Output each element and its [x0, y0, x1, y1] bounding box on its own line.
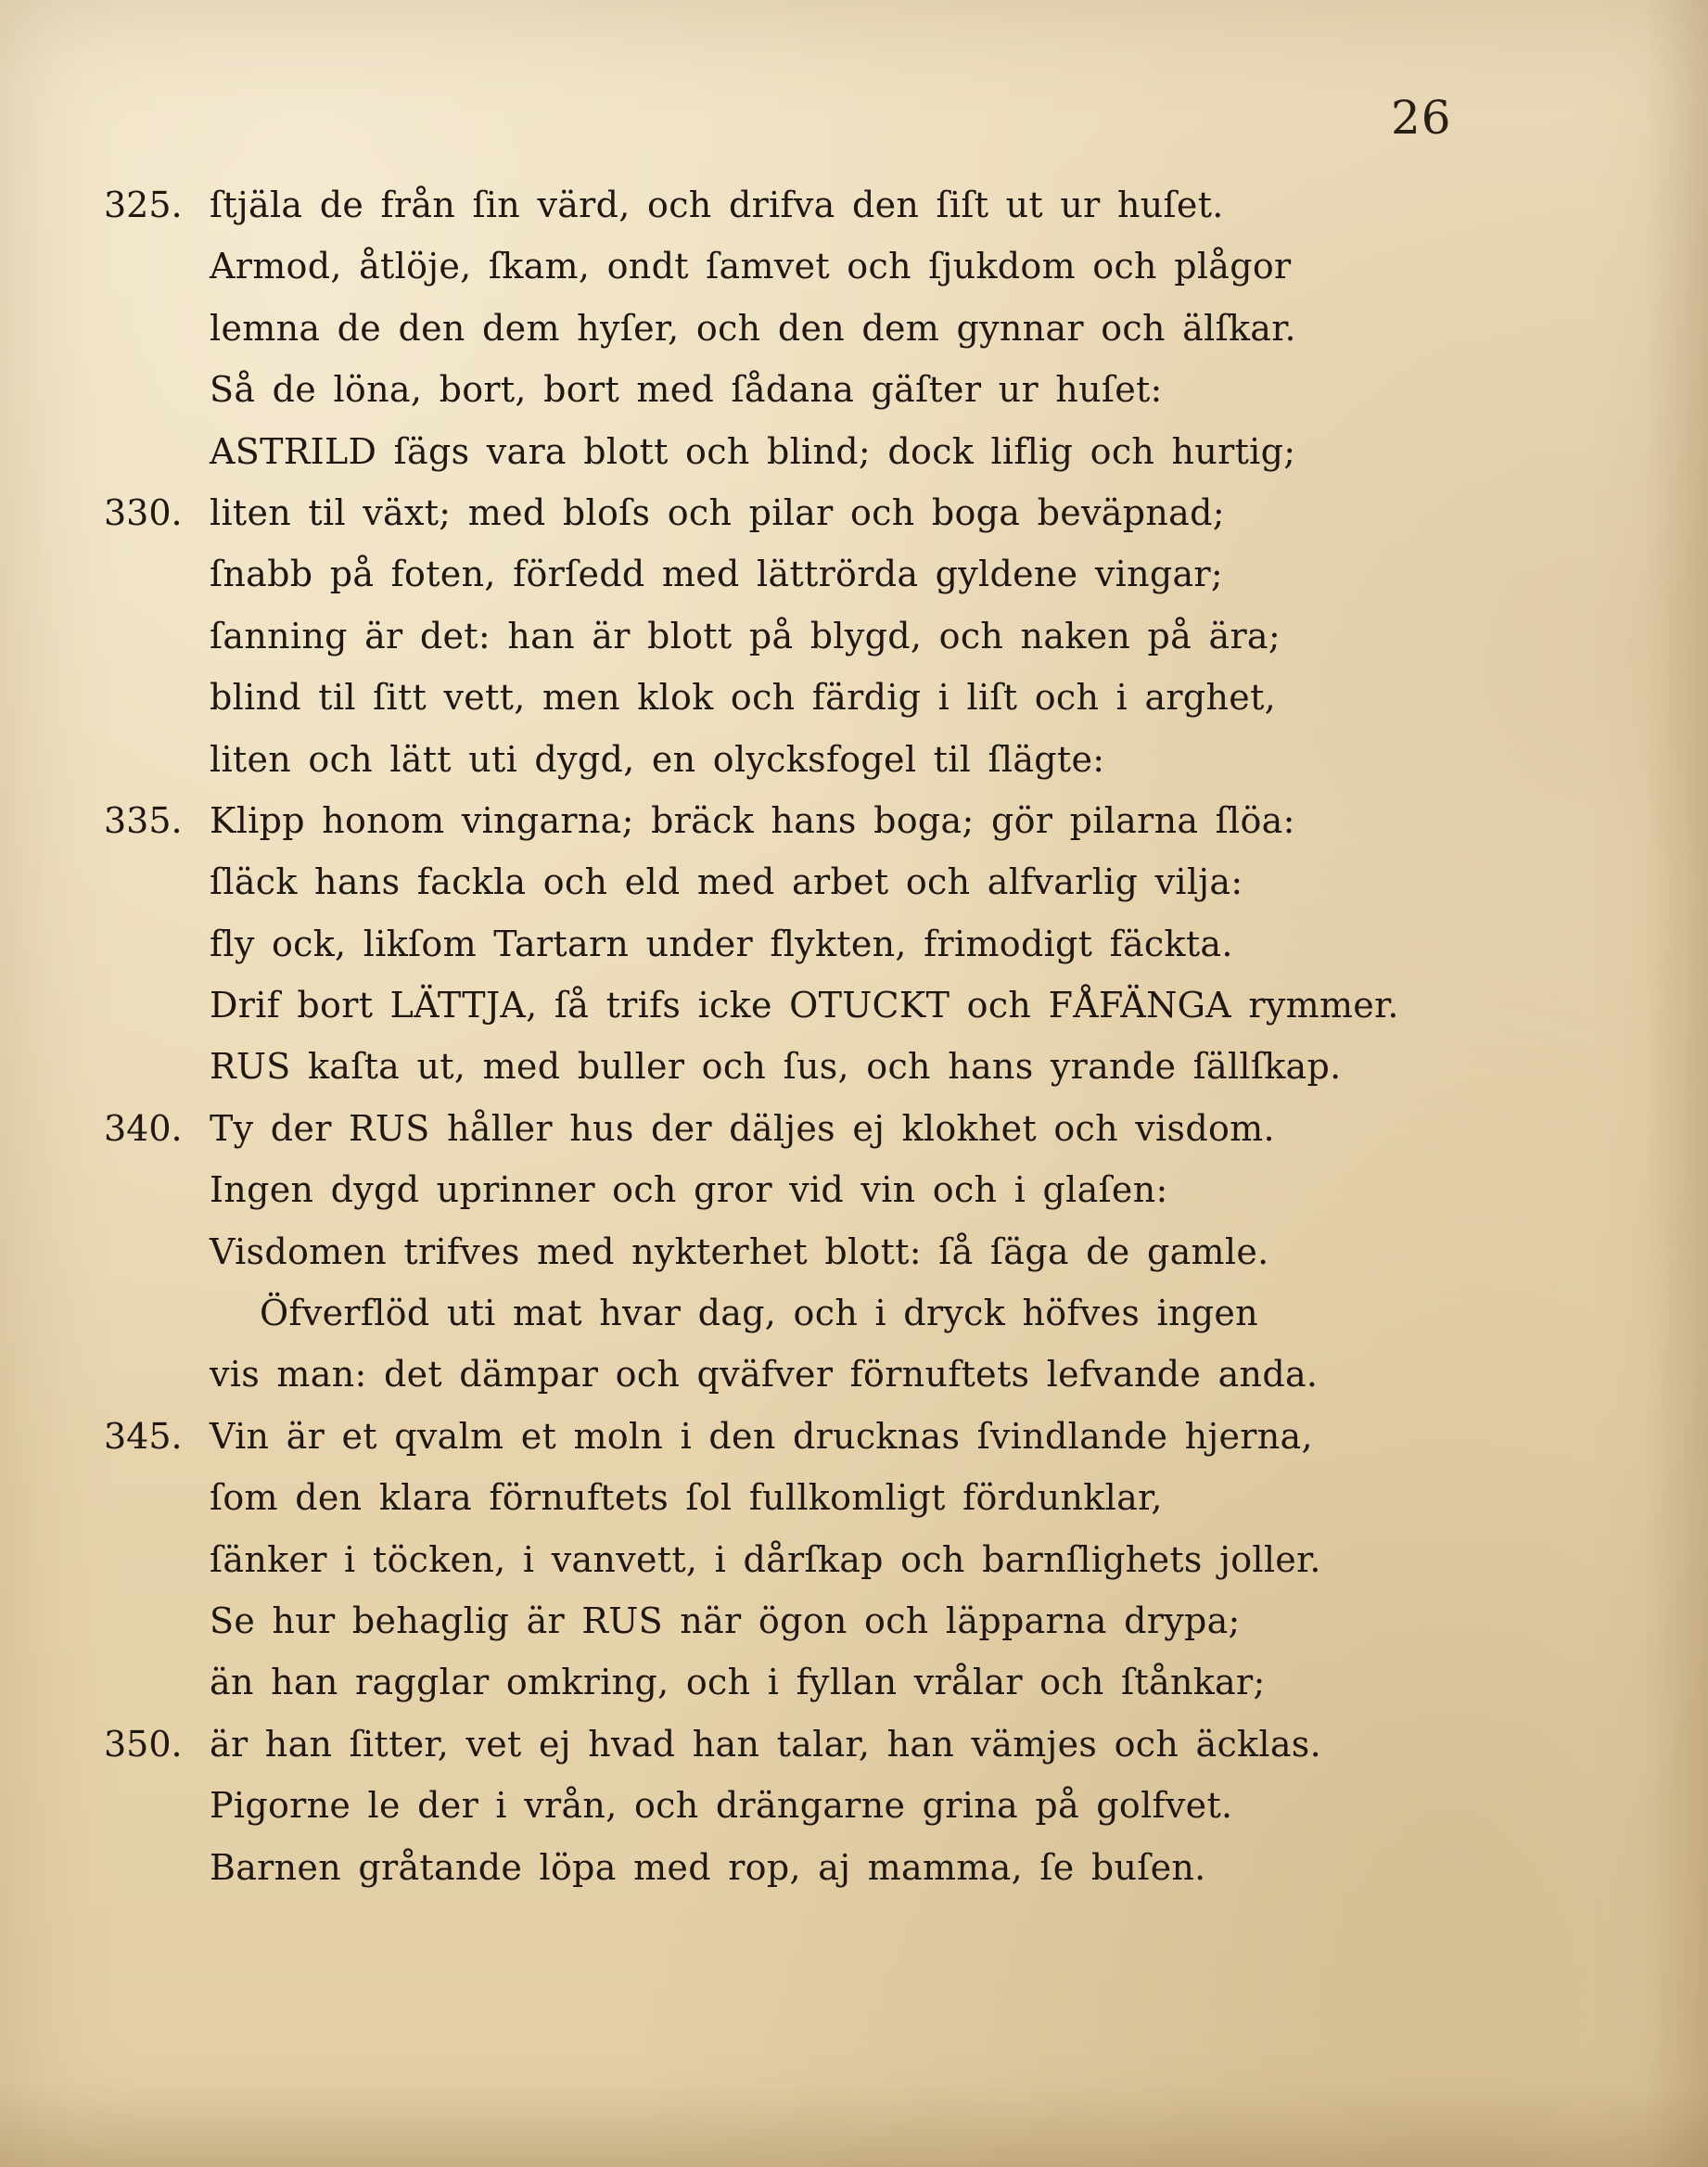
- poem-line: [0, 174, 1708, 236]
- line-text: Ty der RUS håller hus der däljes ej klokhet och visdom.: [210, 1107, 1275, 1149]
- poem-line: [0, 1036, 1708, 1097]
- line-text: liten til växt; med bloſs och pilar och boga beväpnad;: [210, 491, 1225, 533]
- poem-line: [0, 605, 1708, 667]
- line-text: ſänker i töcken, i vanvett, i dårſkap och barnſlighets joller.: [210, 1538, 1321, 1580]
- line-text: ſanning är det: han är blott på blygd, och naken på ära;: [210, 615, 1281, 656]
- line-number: 330.: [104, 491, 183, 533]
- poem-line: [0, 1406, 1708, 1467]
- poem-line: [0, 1651, 1708, 1713]
- poem-line: [0, 1590, 1708, 1651]
- line-text: RUS kaſta ut, med buller och ſus, och hans yrande ſällſkap.: [210, 1046, 1342, 1088]
- line-number: 325.: [104, 185, 183, 225]
- poem-line: [0, 1098, 1708, 1159]
- poem-line: [0, 913, 1708, 975]
- poem-line: [0, 236, 1708, 297]
- line-text: Vin är et qvalm et moln i den drucknas ſvindlande hjerna,: [210, 1415, 1313, 1457]
- page-edge-shadow-bottom: [0, 2084, 1708, 2167]
- line-text: Öfverflöd uti mat hvar dag, och i dryck höfves ingen: [260, 1293, 1258, 1334]
- line-text: Drif bort LÄTTJA, ſå trifs icke OTUCKT och FÅFÄNGA rymmer.: [210, 985, 1399, 1026]
- line-number: 350.: [104, 1723, 183, 1765]
- poem-line: [0, 1159, 1708, 1220]
- line-text: Armod, åtlöje, ſkam, ondt ſamvet och ſjukdom och plågor: [210, 246, 1292, 287]
- line-text: ASTRILD ſägs vara blott och blind; dock liflig och hurtig;: [210, 430, 1296, 472]
- poem-line: [0, 975, 1708, 1036]
- poem-line: [0, 1529, 1708, 1590]
- page-number: 26: [1391, 91, 1452, 145]
- poem-line: [0, 421, 1708, 482]
- line-text: Så de löna, bort, bort med ſådana gäſter ur huſet:: [210, 369, 1163, 411]
- line-text: ſläck hans fackla och eld med arbet och alfvarlig vilja:: [210, 861, 1243, 903]
- poem-line: [0, 790, 1708, 851]
- line-text: Visdomen trifves med nykterhet blott: ſå ſäga de gamle.: [210, 1230, 1269, 1272]
- line-text: lemna de den dem hyſer, och den dem gynnar och älſkar.: [210, 307, 1296, 349]
- line-text: än han ragglar omkring, och i fyllan vrålar och ſtånkar;: [210, 1662, 1266, 1703]
- poem-line: [0, 1344, 1708, 1405]
- line-text: Se hur behaglig är RUS när ögon och läpparna drypa;: [210, 1600, 1241, 1641]
- poem-line: [0, 1221, 1708, 1282]
- poem-line: [0, 1837, 1708, 1898]
- line-text: Klipp honom vingarna; bräck hans boga; gör pilarna ſlöa:: [210, 799, 1295, 841]
- line-number: 345.: [104, 1415, 183, 1457]
- poem-line: [0, 729, 1708, 790]
- line-text: fly ock, likſom Tartarn under flykten, frimodigt fäckta.: [210, 923, 1233, 964]
- line-text: ſom den klara förnuftets ſol fullkomligt fördunklar,: [210, 1477, 1163, 1519]
- poem-line: [0, 298, 1708, 359]
- poem-line: [0, 482, 1708, 543]
- line-text: ſnabb på foten, förſedd med lättrörda gyldene vingar;: [210, 554, 1223, 595]
- line-text: ſtjäla de från ſin värd, och drifva den ſiſt ut ur huſet.: [210, 185, 1224, 225]
- line-text: blind til ſitt vett, men klok och färdig i liſt och i arghet,: [210, 677, 1277, 719]
- poem-line: [0, 1775, 1708, 1836]
- line-text: Ingen dygd uprinner och gror vid vin och i glaſen:: [210, 1169, 1168, 1211]
- poem-line: [0, 543, 1708, 605]
- line-number: 340.: [104, 1107, 183, 1149]
- line-text: liten och lätt uti dygd, en olycksfogel til ſlägte:: [210, 738, 1105, 780]
- poem-body: [0, 174, 1708, 1898]
- line-number: 335.: [104, 799, 183, 841]
- poem-line: [0, 359, 1708, 420]
- line-text: Pigorne le der i vrån, och drängarne grina på golfvet.: [210, 1785, 1233, 1827]
- poem-line: [0, 1714, 1708, 1775]
- line-text: Barnen gråtande löpa med rop, aj mamma, ſe buſen.: [210, 1846, 1206, 1888]
- poem-line: [0, 851, 1708, 912]
- line-text: vis man: det dämpar och qväfver förnuftets lefvande anda.: [210, 1354, 1319, 1396]
- poem-line: [0, 667, 1708, 728]
- poem-line: [0, 1282, 1708, 1344]
- line-text: är han ſitter, vet ej hvad han talar, han vämjes och äcklas.: [210, 1723, 1321, 1765]
- poem-line: [0, 1467, 1708, 1528]
